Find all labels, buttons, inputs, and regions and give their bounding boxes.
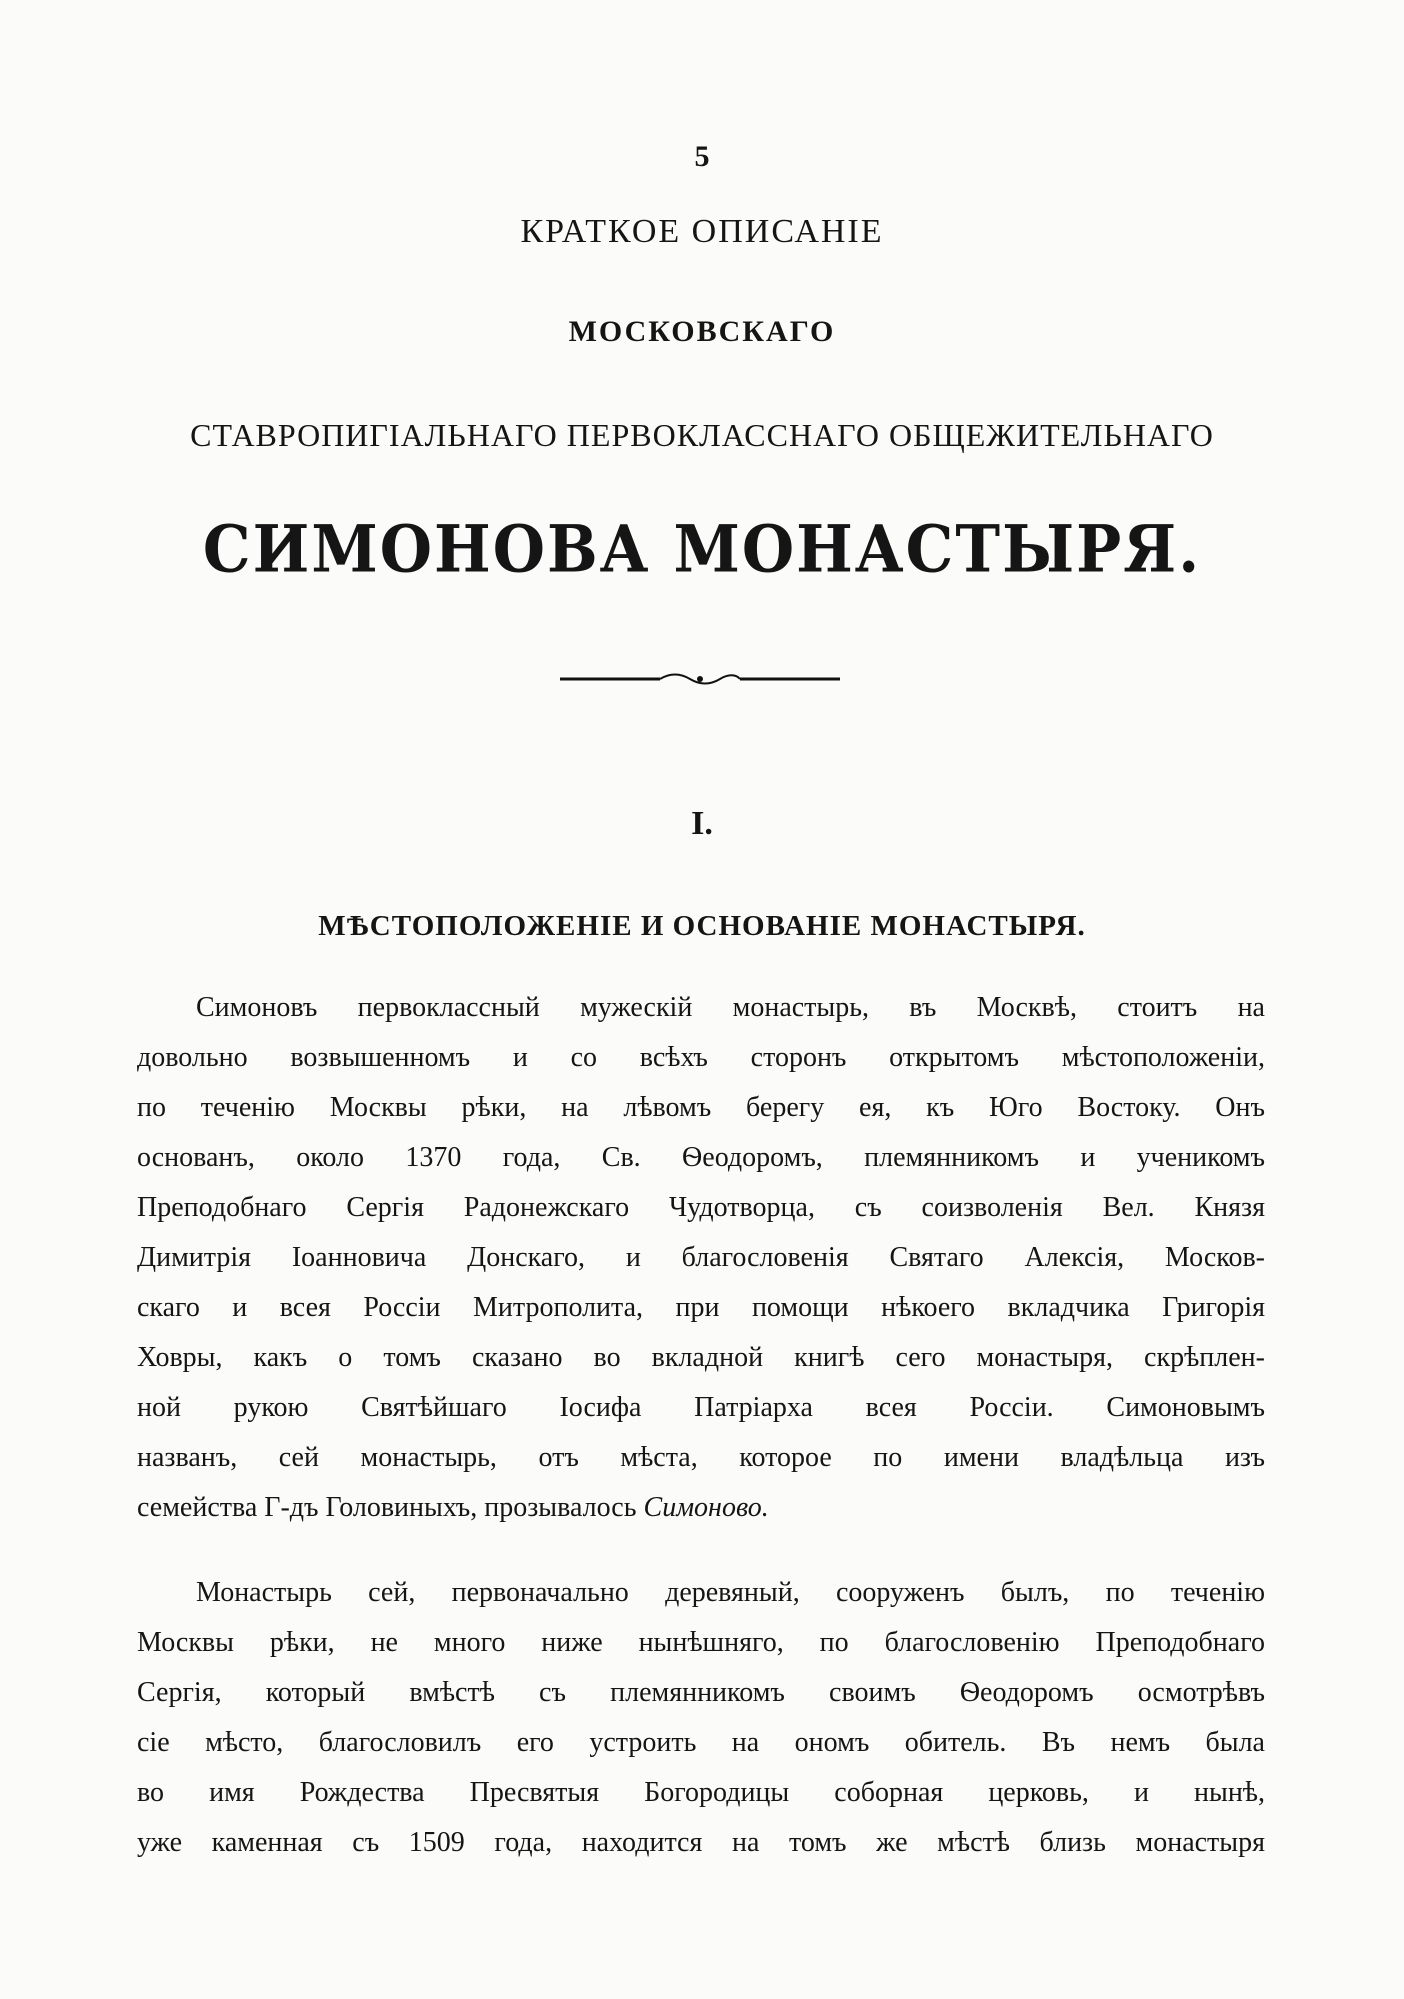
paragraph1-line: ной рукою Святѣйшаго Іосифа Патріарха всея Россіи. Симоновымъ: [137, 1392, 1265, 1423]
paragraph1-line: по теченію Москвы рѣки, на лѣвомъ берегу ея, къ Юго Востоку. Онъ: [137, 1092, 1265, 1123]
paragraph2-line: сіе мѣсто, благословилъ его устроить на ономъ обитель. Въ немъ была: [137, 1727, 1265, 1758]
paragraph1-line: Ховры, какъ о томъ сказано во вкладной книгѣ сего монастыря, скрѣплен-: [137, 1342, 1265, 1373]
title-line-2: МОСКОВСКАГО: [568, 315, 836, 348]
paragraph1-line: Димитрія Іоанновича Донскаго, и благословенія Святаго Алексія, Москов-: [137, 1242, 1265, 1273]
title-line-3: СТАВРОПИГІАЛЬНАГО ПЕРВОКЛАССНАГО ОБЩЕЖИТЕЛЬНАГО: [190, 417, 1214, 453]
ornament-dot: [697, 676, 703, 682]
title-line-1: КРАТКОЕ ОПИСАНІЕ: [520, 213, 884, 250]
paragraph2-line: Сергія, который вмѣстѣ съ племянникомъ своимъ Ѳеодоромъ осмотрѣвъ: [137, 1677, 1265, 1708]
ornament-divider: [560, 668, 840, 690]
paragraph1-last-line: [137, 1483, 1265, 1533]
paragraph1-line: основанъ, около 1370 года, Св. Ѳеодоромъ, племянникомъ и ученикомъ: [137, 1142, 1265, 1173]
paragraph1-line: Симоновъ первоклассный мужескій монастырь, въ Москвѣ, стоитъ на: [196, 992, 1265, 1023]
paragraph1-line: Преподобнаго Сергія Радонежскаго Чудотворца, съ соизволенія Вел. Князя: [137, 1192, 1265, 1223]
paragraph2-line: Монастырь сей, первоначально деревяный, сооруженъ былъ, по теченію: [196, 1577, 1265, 1608]
paragraph2-line: уже каменная съ 1509 года, находится на томъ же мѣстѣ близь монастыря: [137, 1827, 1265, 1858]
paragraph1-line: скаго и всея Россіи Митрополита, при помощи нѣкоего вкладчика Григорія: [137, 1292, 1265, 1323]
paragraph1-line: названъ, сей монастырь, отъ мѣста, которое по имени владѣльца изъ: [137, 1442, 1265, 1473]
paragraph1-line: довольно возвышенномъ и со всѣхъ сторонъ открытомъ мѣстоположеніи,: [137, 1042, 1265, 1073]
paragraph2-line: Москвы рѣки, не много ниже нынѣшняго, по благословенію Преподобнаго: [137, 1627, 1265, 1658]
page-number: 5: [694, 140, 710, 173]
paragraph2-line: во имя Рождества Пресвятыя Богородицы соборная церковь, и нынѣ,: [137, 1777, 1265, 1808]
section-number: I.: [691, 805, 713, 842]
section-title: МѢСТОПОЛОЖЕНІЕ И ОСНОВАНІЕ МОНАСТЫРЯ.: [318, 910, 1086, 942]
title-main: СИМОНОВА МОНАСТЫРЯ.: [202, 512, 1202, 588]
paragraph1-italic-word: Симоново.: [643, 1492, 769, 1523]
paragraph1-last-line-text: семейства Г-дъ Головиныхъ, прозывалось: [137, 1492, 637, 1523]
